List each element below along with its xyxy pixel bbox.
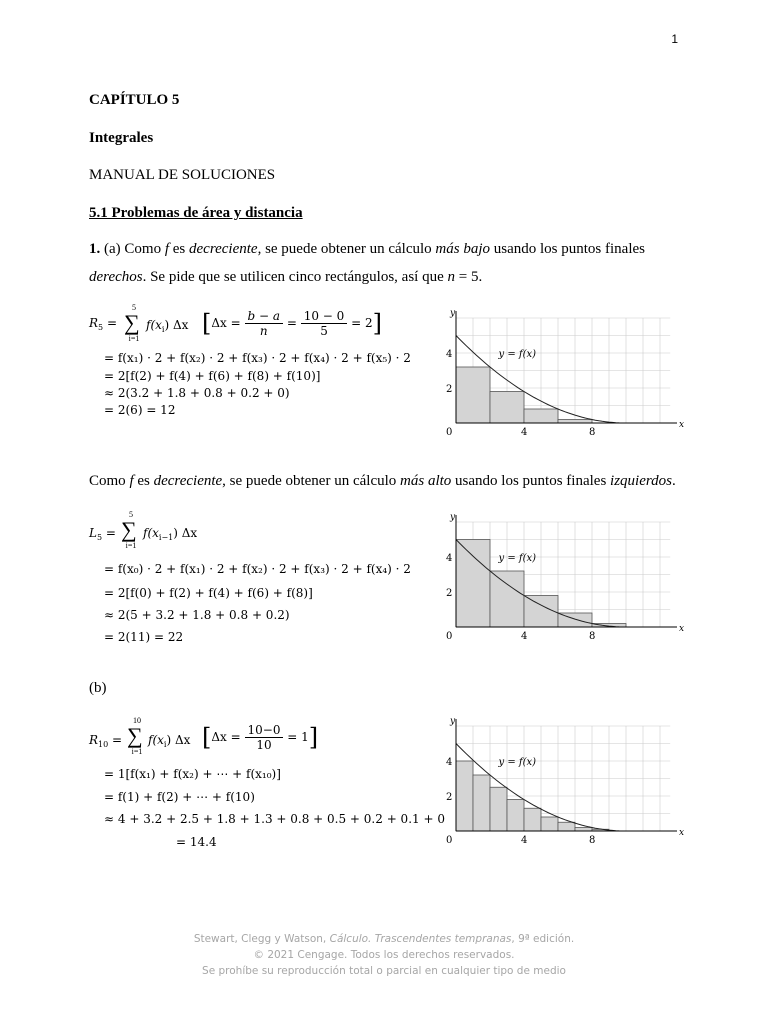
fraction bbox=[301, 309, 348, 338]
text-run: , se puede obtener un cálculo bbox=[222, 473, 401, 489]
tick-label-x4: 4 bbox=[521, 835, 528, 846]
math-text: ) Δx bbox=[173, 526, 198, 540]
riemann-rect bbox=[456, 761, 473, 831]
sigma-symbol: ∑ bbox=[121, 517, 137, 542]
part-b-label: (b) bbox=[89, 680, 107, 696]
bracket-open: [ bbox=[202, 309, 212, 338]
fraction-denominator: 10 bbox=[256, 738, 272, 752]
text-run: f bbox=[164, 241, 169, 257]
text-run: es bbox=[169, 241, 189, 257]
curve-label: y = f(x) bbox=[498, 349, 537, 360]
fraction bbox=[245, 723, 284, 752]
x-axis-label: x bbox=[679, 828, 685, 838]
section-heading: 5.1 Problemas de área y distancia bbox=[89, 205, 303, 221]
text-run: izquierdos bbox=[610, 473, 672, 489]
r10-line-3: ≈ 4 + 3.2 + 2.5 + 1.8 + 1.3 + 0.8 + 0.5 + 0.2 + 0.1 + 0 bbox=[104, 812, 445, 826]
text-run: Cálculo. Trascendentes tempranas bbox=[329, 933, 512, 945]
l5-summand bbox=[143, 526, 197, 542]
text-run: Como bbox=[89, 473, 130, 489]
text-run: Stewart, Clegg y Watson, bbox=[193, 933, 330, 945]
r5-line-1: = f(x₁) · 2 + f(x₂) · 2 + f(x₃) · 2 + f(x₄) · 2 + f(x₅) · 2 bbox=[104, 351, 411, 365]
math-symbol: L bbox=[89, 526, 97, 540]
l5-line-4: = 2(11) = 22 bbox=[104, 630, 184, 644]
tick-label-y2: 2 bbox=[446, 792, 453, 803]
math-text: = bbox=[103, 316, 118, 330]
y-axis-label: y bbox=[450, 716, 456, 727]
bracket-close: ] bbox=[372, 309, 383, 338]
r10-line-2: = f(1) + f(2) + ⋯ + f(10) bbox=[104, 790, 255, 804]
math-text: f(x bbox=[148, 733, 164, 747]
y-axis-label: y bbox=[450, 512, 456, 523]
riemann-rect bbox=[575, 828, 592, 832]
riemann-rect bbox=[490, 787, 507, 831]
text-run: más alto bbox=[400, 473, 452, 489]
tick-label-y2: 2 bbox=[446, 384, 453, 395]
sum-lower-limit: i=1 bbox=[131, 747, 143, 756]
riemann-rect bbox=[490, 571, 524, 627]
problem-number: 1. bbox=[89, 241, 101, 257]
l5-line-2: = 2[f(0) + f(2) + f(4) + f(6) + f(8)] bbox=[104, 586, 313, 600]
chapter-heading: CAPÍTULO 5 bbox=[89, 92, 180, 108]
riemann-rect bbox=[524, 409, 558, 423]
tick-label-x8: 8 bbox=[589, 631, 596, 642]
bracket-open: [ bbox=[202, 723, 212, 752]
tick-label-0: 0 bbox=[446, 835, 453, 846]
page-number: 1 bbox=[671, 32, 678, 46]
r5-summand bbox=[146, 318, 188, 334]
text-run: decreciente bbox=[153, 473, 223, 489]
math-text: Δx = bbox=[211, 316, 245, 330]
problem-1-upper-estimate-text bbox=[89, 467, 689, 495]
r10-line-1: = 1[f(x₁) + f(x₂) + ⋯ + f(x₁₀)] bbox=[104, 767, 281, 781]
text-run: usando los puntos finales bbox=[451, 473, 611, 489]
riemann-rect bbox=[558, 822, 575, 831]
text-run: usando los puntos finales bbox=[490, 241, 646, 257]
math-subscript: 5 bbox=[96, 533, 103, 542]
sum-upper-limit: 5 bbox=[132, 303, 136, 312]
tick-label-0: 0 bbox=[446, 427, 453, 438]
fraction bbox=[245, 309, 284, 338]
riemann-rect bbox=[524, 808, 541, 831]
topic-heading: Integrales bbox=[89, 130, 154, 146]
math-text: ) Δx bbox=[166, 733, 191, 747]
footer-line-3: Se prohíbe su reproducción total o parcial en cualquier tipo de medio bbox=[202, 965, 566, 977]
riemann-rect bbox=[456, 367, 490, 423]
math-subscript: 10 bbox=[98, 740, 109, 749]
l5-summation bbox=[121, 510, 141, 550]
l5-line-3: ≈ 2(5 + 3.2 + 1.8 + 0.8 + 0.2) bbox=[104, 608, 290, 622]
text-run: , 9ª edición. bbox=[511, 933, 575, 945]
r5-delta-x: [Δx = $\frac{b - a}{n}$ = $\frac{10 - 0}{5}$ = 2] bbox=[202, 309, 383, 338]
math-text: = 2 bbox=[347, 316, 373, 330]
tick-label-x4: 4 bbox=[521, 427, 528, 438]
l5-line-1: = f(x₀) · 2 + f(x₁) · 2 + f(x₂) · 2 + f(x₃) · 2 + f(x₄) · 2 bbox=[104, 562, 411, 576]
math-text: = bbox=[108, 733, 123, 747]
sigma-symbol: ∑ bbox=[124, 310, 140, 335]
fraction-numerator: 10−0 bbox=[245, 723, 284, 738]
footer bbox=[0, 931, 768, 979]
bracket-close: ] bbox=[308, 723, 319, 752]
l5-definition bbox=[89, 526, 116, 542]
riemann-rect bbox=[541, 817, 558, 831]
math-text: f(x bbox=[143, 526, 159, 540]
math-subscript: i bbox=[163, 740, 167, 749]
riemann-rect bbox=[490, 392, 524, 424]
math-text: Δx = bbox=[211, 730, 245, 744]
manual-heading: MANUAL DE SOLUCIONES bbox=[89, 167, 276, 183]
r10-summation bbox=[127, 716, 147, 756]
x-axis-label: x bbox=[679, 624, 685, 634]
fraction-numerator: b − a bbox=[245, 309, 284, 324]
problem-1-intro bbox=[89, 235, 679, 291]
text-run: f bbox=[129, 473, 134, 489]
curve-label: y = f(x) bbox=[498, 757, 537, 768]
riemann-rect bbox=[507, 800, 524, 832]
math-text: f(x bbox=[146, 318, 162, 332]
tick-label-y4: 4 bbox=[446, 553, 453, 564]
r5-line-3: ≈ 2(3.2 + 1.8 + 0.8 + 0.2 + 0) bbox=[104, 386, 290, 400]
text-run: n bbox=[447, 269, 456, 285]
tick-label-y2: 2 bbox=[446, 588, 453, 599]
r5-line-2: = 2[f(2) + f(4) + f(6) + f(8) + f(10)] bbox=[104, 369, 321, 383]
y-axis-label: y bbox=[450, 308, 456, 319]
graph-left-endpoints bbox=[432, 512, 685, 652]
sum-upper-limit: 10 bbox=[133, 716, 141, 725]
math-text: = 1 bbox=[283, 730, 309, 744]
math-symbol: R bbox=[89, 733, 99, 747]
math-subscript: i−1 bbox=[158, 533, 174, 542]
footer-line-1 bbox=[0, 931, 768, 947]
sum-lower-limit: i=1 bbox=[128, 334, 140, 343]
text-run: (a) Como bbox=[100, 241, 165, 257]
x-axis-label: x bbox=[679, 420, 685, 430]
text-run: es bbox=[133, 473, 154, 489]
tick-label-0: 0 bbox=[446, 631, 453, 642]
r10-definition bbox=[89, 733, 122, 749]
text-run: . bbox=[672, 473, 676, 489]
text-run: decreciente bbox=[189, 241, 258, 257]
text-run: derechos bbox=[89, 269, 143, 285]
r10-delta-x bbox=[202, 723, 318, 752]
text-run: más bajo bbox=[435, 241, 491, 257]
footer-line-2: © 2021 Cengage. Todos los derechos reservados. bbox=[253, 949, 515, 961]
r10-summand bbox=[148, 733, 190, 749]
tick-label-x4: 4 bbox=[521, 631, 528, 642]
curve-label: y = f(x) bbox=[498, 553, 537, 564]
math-text: = bbox=[102, 526, 116, 540]
graph-right-endpoints bbox=[432, 308, 685, 448]
text-run: . Se pide que se utilicen cinco rectángulos, así que bbox=[142, 269, 448, 285]
tick-label-y4: 4 bbox=[446, 349, 453, 360]
fraction-numerator: 10 − 0 bbox=[301, 309, 348, 324]
fraction-denominator: n bbox=[259, 324, 268, 338]
riemann-rect bbox=[456, 540, 490, 628]
sum-lower-limit: i=1 bbox=[125, 541, 137, 550]
math-subscript: i bbox=[161, 325, 165, 334]
r5-summation bbox=[124, 303, 144, 343]
graph-right-endpoints-n10 bbox=[432, 716, 685, 856]
sum-upper-limit: 5 bbox=[129, 510, 133, 519]
tick-label-y4: 4 bbox=[446, 757, 453, 768]
r5-definition bbox=[89, 316, 117, 332]
r5-line-4: = 2(6) = 12 bbox=[104, 403, 176, 417]
tick-label-x8: 8 bbox=[589, 835, 596, 846]
math-subscript: 5 bbox=[98, 323, 104, 332]
sigma-symbol: ∑ bbox=[127, 723, 143, 748]
text-run: , se puede obtener un cálculo bbox=[257, 241, 436, 257]
fraction-denominator: 5 bbox=[320, 324, 328, 338]
math-text: ) Δx bbox=[164, 318, 189, 332]
tick-label-x8: 8 bbox=[589, 427, 596, 438]
math-symbol: R bbox=[89, 316, 99, 330]
text-run: = 5. bbox=[455, 269, 483, 285]
riemann-rect bbox=[558, 420, 592, 424]
riemann-rect bbox=[473, 775, 490, 831]
r10-line-4: = 14.4 bbox=[176, 835, 217, 849]
